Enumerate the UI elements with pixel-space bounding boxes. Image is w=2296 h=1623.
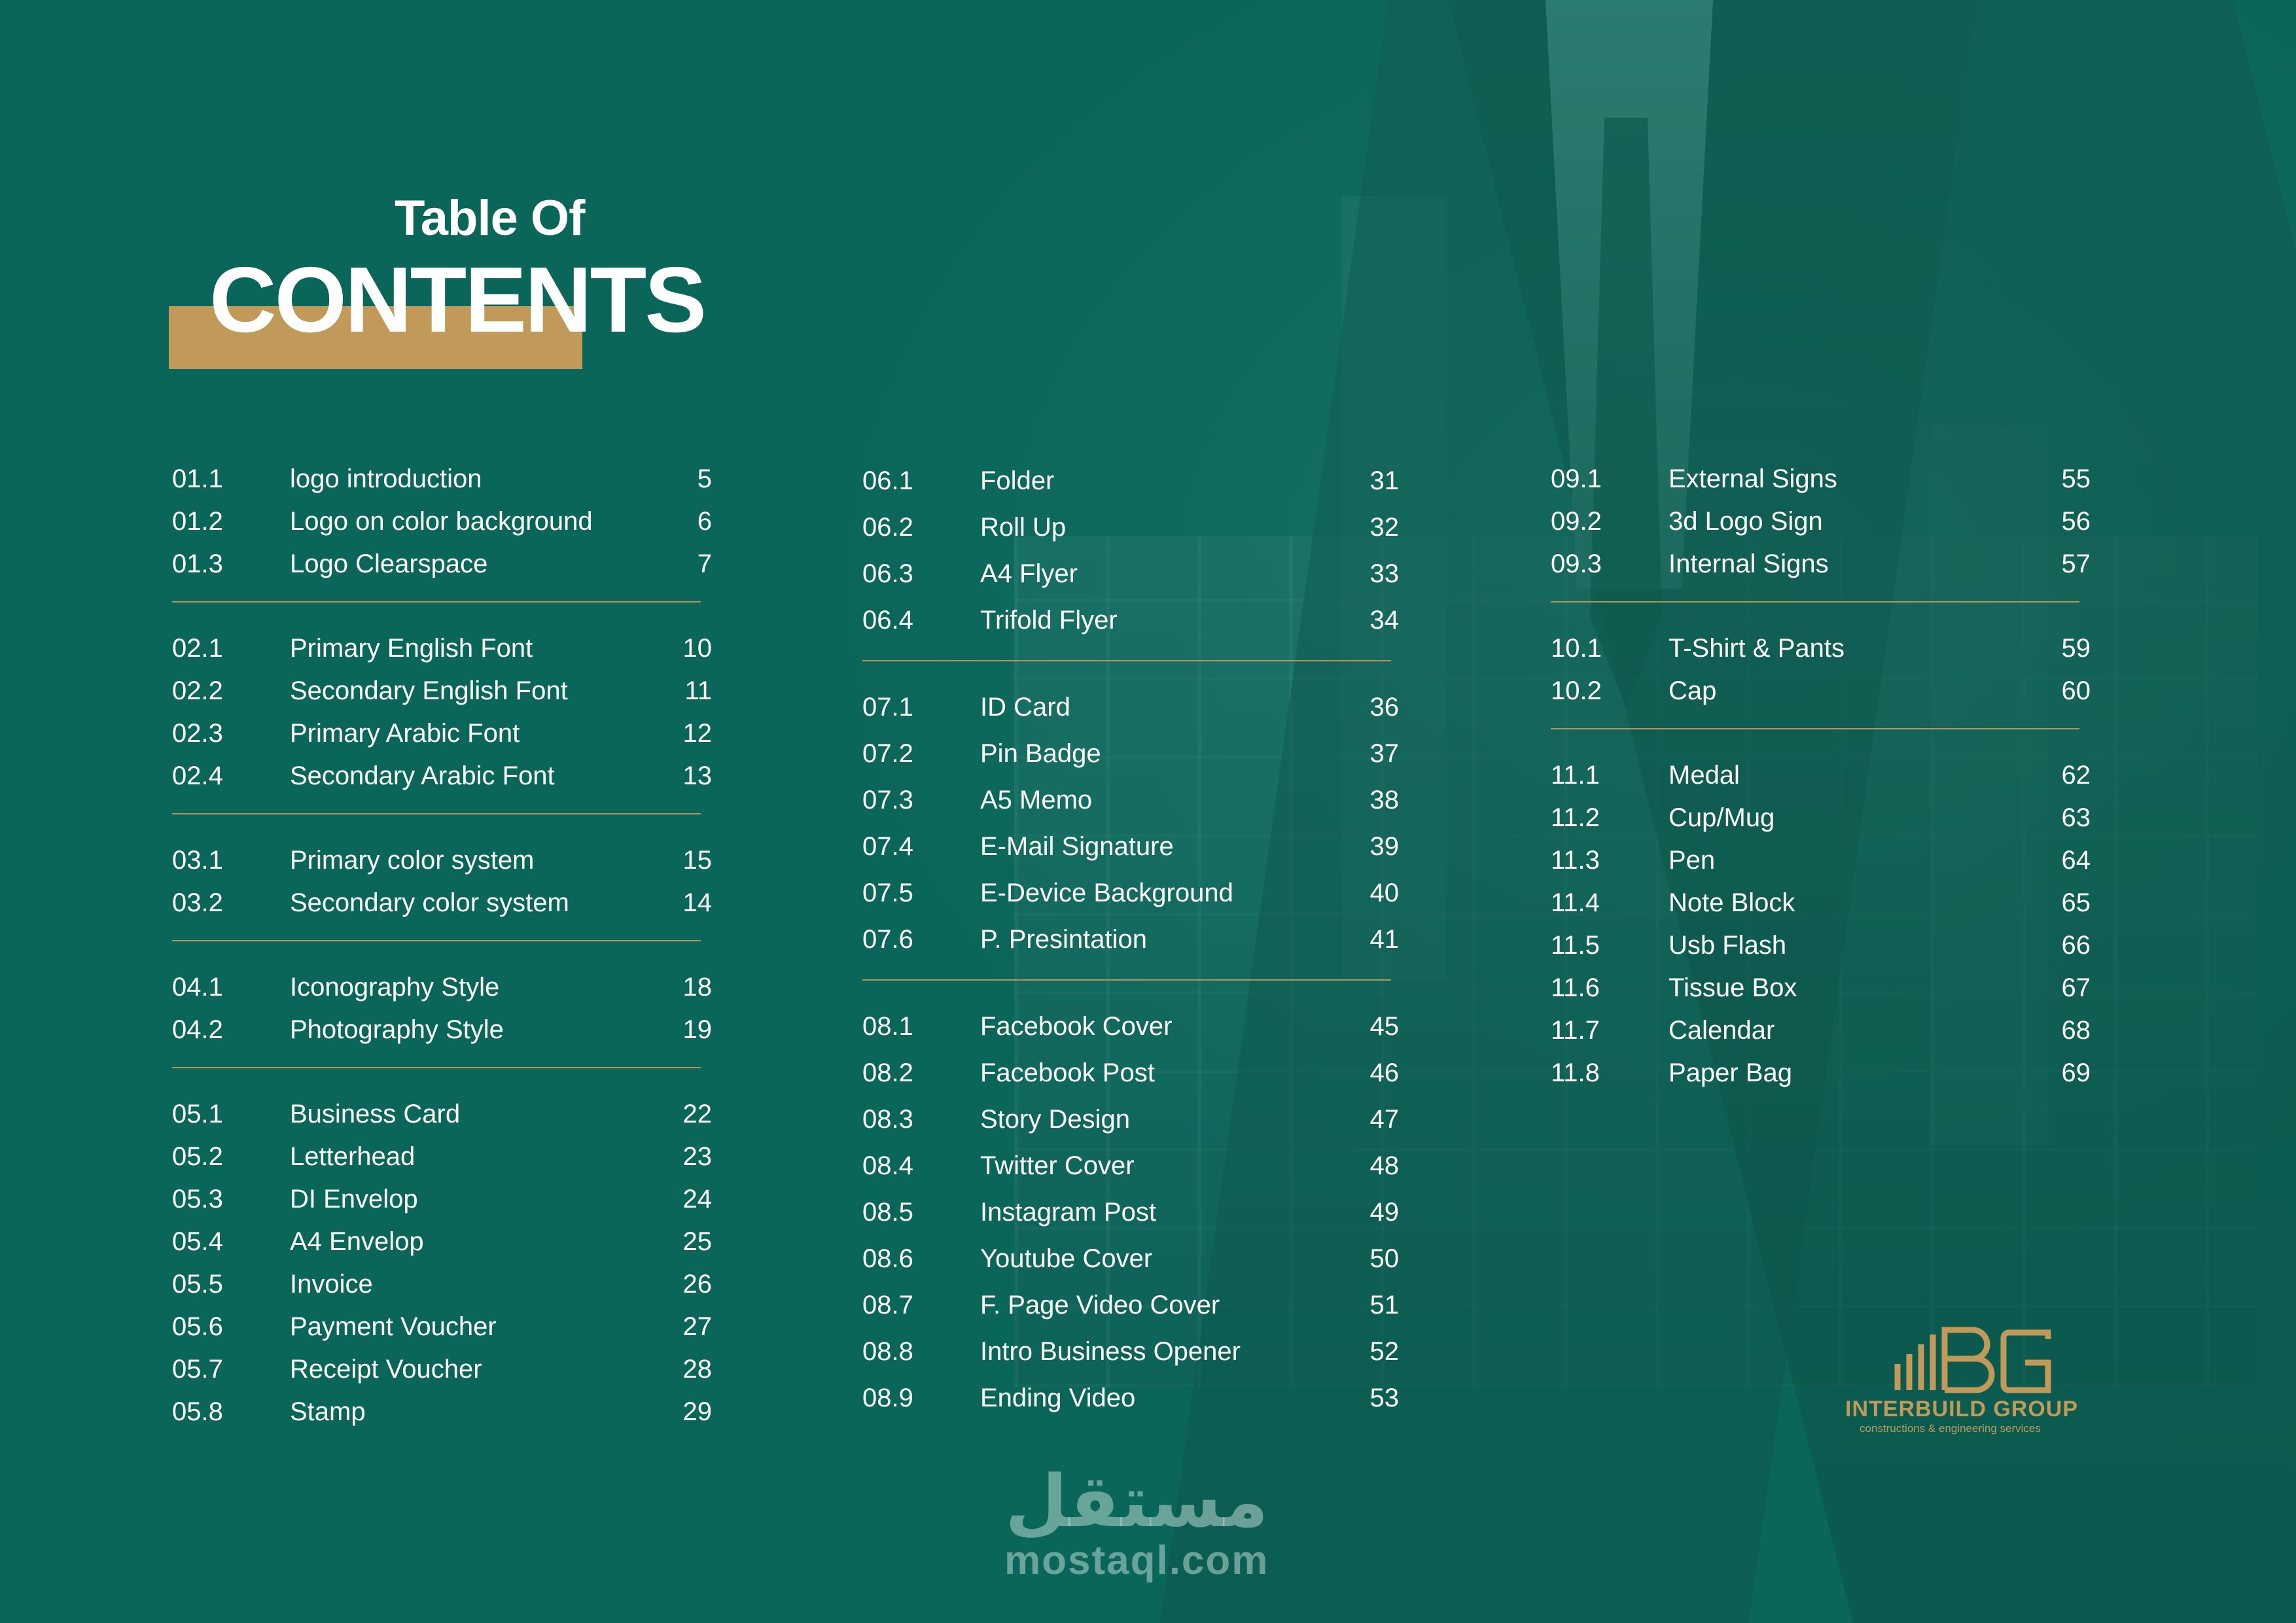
toc-entry-number: 01.3	[172, 550, 223, 578]
toc-entry	[862, 458, 1399, 504]
toc-entry-page: 37	[1369, 739, 1399, 768]
toc-entry-page: 39	[1369, 832, 1399, 861]
toc-entry-number: 05.4	[172, 1227, 223, 1256]
toc-entry	[172, 1263, 712, 1306]
toc-entry	[862, 504, 1399, 551]
toc-entry-page: 66	[2061, 931, 2091, 960]
company-logo	[1845, 1325, 2107, 1435]
toc-entry-title: Story Design	[980, 1105, 1130, 1134]
toc-entry-page: 18	[682, 973, 712, 1002]
toc-entry-title: Secondary English Font	[290, 676, 568, 705]
toc-entry-page: 48	[1369, 1151, 1399, 1180]
toc-entry-page: 47	[1369, 1105, 1399, 1134]
toc-entry-page: 15	[682, 846, 712, 875]
toc-entry-title: 3d Logo Sign	[1669, 507, 1823, 536]
toc-entry	[172, 500, 712, 543]
toc-entry-number: 04.1	[172, 973, 223, 1002]
toc-entry	[1551, 458, 2091, 500]
toc-entry-number: 08.3	[862, 1105, 913, 1134]
toc-entry	[172, 670, 712, 712]
toc-entry-page: 64	[2061, 846, 2091, 875]
toc-entry	[1551, 797, 2091, 839]
toc-entry-page: 38	[1369, 786, 1399, 814]
toc-entry-number: 11.5	[1551, 931, 1600, 960]
section-divider	[1551, 601, 2079, 602]
section-divider	[172, 1067, 701, 1068]
toc-entry-page: 53	[1369, 1384, 1399, 1412]
toc-entry-title: Youtube Cover	[980, 1244, 1153, 1273]
toc-entry-title: A4 Flyer	[980, 559, 1078, 588]
toc-column-3	[1551, 458, 2091, 1094]
toc-entry	[172, 1136, 712, 1178]
watermark-latin: mostaql.com	[1004, 1538, 1269, 1583]
toc-entry-number: 11.6	[1551, 973, 1600, 1002]
toc-entry-number: 11.1	[1551, 761, 1600, 790]
toc-entry-title: Calendar	[1669, 1016, 1775, 1045]
toc-entry	[862, 1096, 1399, 1143]
toc-entry	[172, 839, 712, 882]
toc-entry-number: 07.6	[862, 925, 913, 954]
toc-entry-title: External Signs	[1669, 464, 1837, 493]
toc-entry-page: 28	[682, 1355, 712, 1384]
toc-entry	[172, 1009, 712, 1051]
toc-entry-number: 07.1	[862, 693, 913, 722]
toc-entry	[862, 1189, 1399, 1236]
toc-entry-number: 08.6	[862, 1244, 913, 1273]
section-divider	[172, 940, 701, 941]
toc-entry-title: ID Card	[980, 693, 1070, 722]
toc-entry-number: 07.4	[862, 832, 913, 861]
toc-entry-number: 07.2	[862, 739, 913, 768]
toc-entry-page: 24	[682, 1185, 712, 1213]
toc-entry-page: 67	[2061, 973, 2091, 1002]
toc-entry	[172, 712, 712, 755]
toc-entry-page: 13	[682, 761, 712, 790]
toc-entry	[862, 1050, 1399, 1096]
toc-entry-title: Cup/Mug	[1669, 803, 1775, 832]
toc-entry	[1551, 882, 2091, 924]
section-divider	[1551, 728, 2079, 729]
toc-entry-page: 12	[682, 719, 712, 748]
toc-entry-number: 09.1	[1551, 464, 1602, 493]
toc-entry-title: Tissue Box	[1669, 973, 1797, 1002]
toc-entry-page: 27	[682, 1312, 712, 1341]
toc-entry	[862, 1003, 1399, 1050]
toc-entry-title: Roll Up	[980, 513, 1067, 542]
toc-entry-number: 11.3	[1551, 846, 1600, 875]
toc-entry-page: 57	[2061, 550, 2091, 578]
building-logo-icon	[1891, 1325, 2055, 1397]
toc-entry	[172, 882, 712, 924]
toc-entry-page: 62	[2061, 761, 2091, 790]
toc-entry-page: 32	[1369, 513, 1399, 542]
toc-entry-title: Facebook Cover	[980, 1012, 1173, 1041]
toc-entry	[1551, 754, 2091, 797]
toc-entry-page: 40	[1369, 879, 1399, 907]
toc-entry	[1551, 1052, 2091, 1094]
toc-entry-title: Photography Style	[290, 1015, 504, 1044]
toc-entry-number: 11.8	[1551, 1058, 1600, 1087]
toc-entry-title: Instagram Post	[980, 1198, 1157, 1227]
toc-entry-page: 6	[697, 507, 712, 536]
toc-entry	[1551, 967, 2091, 1009]
toc-entry-number: 08.5	[862, 1198, 913, 1227]
toc-entry-title: Facebook Post	[980, 1058, 1155, 1087]
toc-entry-page: 25	[682, 1227, 712, 1256]
toc-entry-title: Logo on color background	[290, 507, 593, 536]
toc-entry-number: 08.9	[862, 1384, 913, 1412]
toc-entry-title: E-Mail Signature	[980, 832, 1174, 861]
toc-entry-number: 08.4	[862, 1151, 913, 1180]
toc-entry-page: 59	[2061, 634, 2091, 663]
toc-entry-title: DI Envelop	[290, 1185, 418, 1213]
toc-entry-number: 09.2	[1551, 507, 1602, 536]
toc-entry-number: 11.4	[1551, 888, 1600, 917]
toc-entry-number: 05.1	[172, 1100, 223, 1128]
toc-entry-number: 10.1	[1551, 634, 1602, 663]
toc-entry	[172, 1221, 712, 1263]
toc-entry-page: 51	[1369, 1291, 1399, 1319]
toc-entry	[862, 1143, 1399, 1189]
toc-entry	[1551, 627, 2091, 670]
toc-entry-number: 05.8	[172, 1397, 223, 1426]
toc-entry-number: 05.3	[172, 1185, 223, 1213]
toc-column-2	[862, 458, 1399, 1422]
toc-entry-number: 10.2	[1551, 676, 1602, 705]
toc-entry-page: 23	[682, 1142, 712, 1171]
toc-entry-title: Primary color system	[290, 846, 535, 875]
toc-entry	[862, 597, 1399, 644]
section-divider	[172, 813, 701, 814]
toc-entry-title: Pen	[1669, 846, 1716, 875]
toc-entry-number: 06.2	[862, 513, 913, 542]
title-line-2: CONTENTS	[209, 248, 705, 352]
toc-entry-title: Receipt Voucher	[290, 1355, 482, 1384]
toc-entry-title: Usb Flash	[1669, 931, 1787, 960]
toc-entry-title: T-Shirt & Pants	[1669, 634, 1845, 663]
toc-entry-title: Intro Business Opener	[980, 1337, 1241, 1366]
toc-entry-title: F. Page Video Cover	[980, 1291, 1220, 1319]
toc-entry-title: Trifold Flyer	[980, 606, 1118, 635]
toc-entry-title: logo introduction	[290, 464, 482, 493]
toc-entry-page: 63	[2061, 803, 2091, 832]
toc-entry	[172, 627, 712, 670]
toc-entry-number: 01.1	[172, 464, 223, 493]
toc-entry	[1551, 1009, 2091, 1052]
watermark-arabic: مستقل	[1005, 1459, 1269, 1543]
toc-entry-number: 02.1	[172, 634, 223, 663]
toc-entry-number: 06.3	[862, 559, 913, 588]
toc-entry	[862, 1236, 1399, 1282]
toc-entry-page: 11	[684, 676, 712, 705]
toc-entry-page: 29	[682, 1397, 712, 1426]
toc-entry-page: 55	[2061, 464, 2091, 493]
toc-entry-page: 60	[2061, 676, 2091, 705]
toc-entry-number: 06.4	[862, 606, 913, 635]
toc-entry-title: Logo Clearspace	[290, 550, 488, 578]
toc-column-1	[172, 458, 712, 1433]
toc-entry-page: 10	[682, 634, 712, 663]
toc-entry-title: Paper Bag	[1669, 1058, 1793, 1087]
section-divider	[862, 660, 1391, 661]
toc-entry	[862, 1282, 1399, 1329]
toc-entry-title: Invoice	[290, 1270, 373, 1299]
toc-entry-title: Secondary Arabic Font	[290, 761, 555, 790]
toc-entry	[862, 870, 1399, 916]
toc-entry-page: 50	[1369, 1244, 1399, 1273]
toc-entry-page: 14	[682, 888, 712, 917]
toc-entry-page: 49	[1369, 1198, 1399, 1227]
toc-entry	[172, 1178, 712, 1221]
toc-entry-title: Medal	[1669, 761, 1740, 790]
toc-entry-page: 56	[2061, 507, 2091, 536]
toc-entry-title: Note Block	[1669, 888, 1795, 917]
toc-entry-title: Payment Voucher	[290, 1312, 497, 1341]
toc-entry-title: Primary Arabic Font	[290, 719, 520, 748]
toc-entry-title: A4 Envelop	[290, 1227, 424, 1256]
toc-entry-title: P. Presintation	[980, 925, 1147, 954]
toc-entry	[172, 1093, 712, 1136]
toc-entry-title: Letterhead	[290, 1142, 415, 1171]
toc-entry-number: 01.2	[172, 507, 223, 536]
toc-entry	[172, 543, 712, 585]
toc-entry	[1551, 670, 2091, 712]
toc-entry-number: 05.7	[172, 1355, 223, 1384]
toc-entry	[172, 966, 712, 1009]
toc-entry-page: 69	[2061, 1058, 2091, 1087]
toc-entry-number: 08.7	[862, 1291, 913, 1319]
toc-entry-number: 03.1	[172, 846, 223, 875]
toc-entry-number: 02.3	[172, 719, 223, 748]
toc-entry-number: 02.2	[172, 676, 223, 705]
toc-entry-title: Stamp	[290, 1397, 366, 1426]
toc-entry-number: 05.6	[172, 1312, 223, 1341]
toc-entry	[172, 1306, 712, 1348]
toc-entry	[862, 684, 1399, 731]
toc-entry-number: 02.4	[172, 761, 223, 790]
toc-entry-number: 11.7	[1551, 1016, 1600, 1045]
toc-entry	[172, 755, 712, 797]
toc-entry-title: A5 Memo	[980, 786, 1093, 814]
toc-entry-title: Ending Video	[980, 1384, 1136, 1412]
toc-entry-title: Folder	[980, 466, 1055, 495]
toc-entry-number: 05.2	[172, 1142, 223, 1171]
toc-entry-number: 06.1	[862, 466, 913, 495]
toc-entry-page: 41	[1369, 925, 1399, 954]
toc-entry-number: 05.5	[172, 1270, 223, 1299]
toc-entry	[862, 731, 1399, 777]
toc-entry-page: 19	[682, 1015, 712, 1044]
toc-entry-number: 07.5	[862, 879, 913, 907]
logo-tagline: constructions & engineering services	[1860, 1422, 2041, 1435]
toc-entry	[1551, 839, 2091, 882]
toc-entry-page: 26	[682, 1270, 712, 1299]
toc-entry-number: 08.8	[862, 1337, 913, 1366]
toc-entry-title: Twitter Cover	[980, 1151, 1135, 1180]
toc-entry-page: 36	[1369, 693, 1399, 722]
toc-entry-title: Cap	[1669, 676, 1717, 705]
toc-entry-number: 04.2	[172, 1015, 223, 1044]
toc-entry	[1551, 500, 2091, 543]
toc-entry-page: 31	[1369, 466, 1399, 495]
toc-entry-page: 34	[1369, 606, 1399, 635]
toc-entry	[172, 1391, 712, 1433]
toc-entry-number: 08.2	[862, 1058, 913, 1087]
title-line-1: Table Of	[395, 190, 585, 246]
toc-entry-title: Business Card	[290, 1100, 461, 1128]
toc-entry-page: 22	[682, 1100, 712, 1128]
toc-entry-number: 11.2	[1551, 803, 1600, 832]
toc-entry	[862, 1329, 1399, 1375]
toc-entry	[172, 458, 712, 500]
toc-entry	[1551, 543, 2091, 585]
toc-entry-title: E-Device Background	[980, 879, 1233, 907]
toc-entry-title: Pin Badge	[980, 739, 1101, 768]
toc-entry	[862, 1375, 1399, 1422]
section-divider	[172, 601, 701, 602]
toc-entry	[862, 824, 1399, 870]
logo-name: INTERBUILD GROUP	[1845, 1397, 2078, 1422]
toc-entry-number: 09.3	[1551, 550, 1602, 578]
toc-entry-number: 07.3	[862, 786, 913, 814]
toc-entry-title: Internal Signs	[1669, 550, 1829, 578]
section-divider	[862, 979, 1391, 981]
toc-entry	[862, 916, 1399, 963]
toc-entry	[1551, 924, 2091, 967]
toc-entry-number: 03.2	[172, 888, 223, 917]
toc-entry	[862, 551, 1399, 597]
toc-entry-page: 7	[697, 550, 712, 578]
toc-entry-page: 45	[1369, 1012, 1399, 1041]
toc-entry	[862, 777, 1399, 824]
toc-entry-title: Secondary color system	[290, 888, 569, 917]
toc-entry-page: 68	[2061, 1016, 2091, 1045]
toc-entry-page: 65	[2061, 888, 2091, 917]
toc-entry-number: 08.1	[862, 1012, 913, 1041]
toc-entry-page: 46	[1369, 1058, 1399, 1087]
toc-entry-title: Iconography Style	[290, 973, 500, 1002]
toc-entry-page: 33	[1369, 559, 1399, 588]
toc-entry	[172, 1348, 712, 1391]
toc-entry-page: 52	[1369, 1337, 1399, 1366]
toc-entry-title: Primary English Font	[290, 634, 533, 663]
toc-entry-page: 5	[697, 464, 712, 493]
watermark	[1004, 1459, 1269, 1584]
